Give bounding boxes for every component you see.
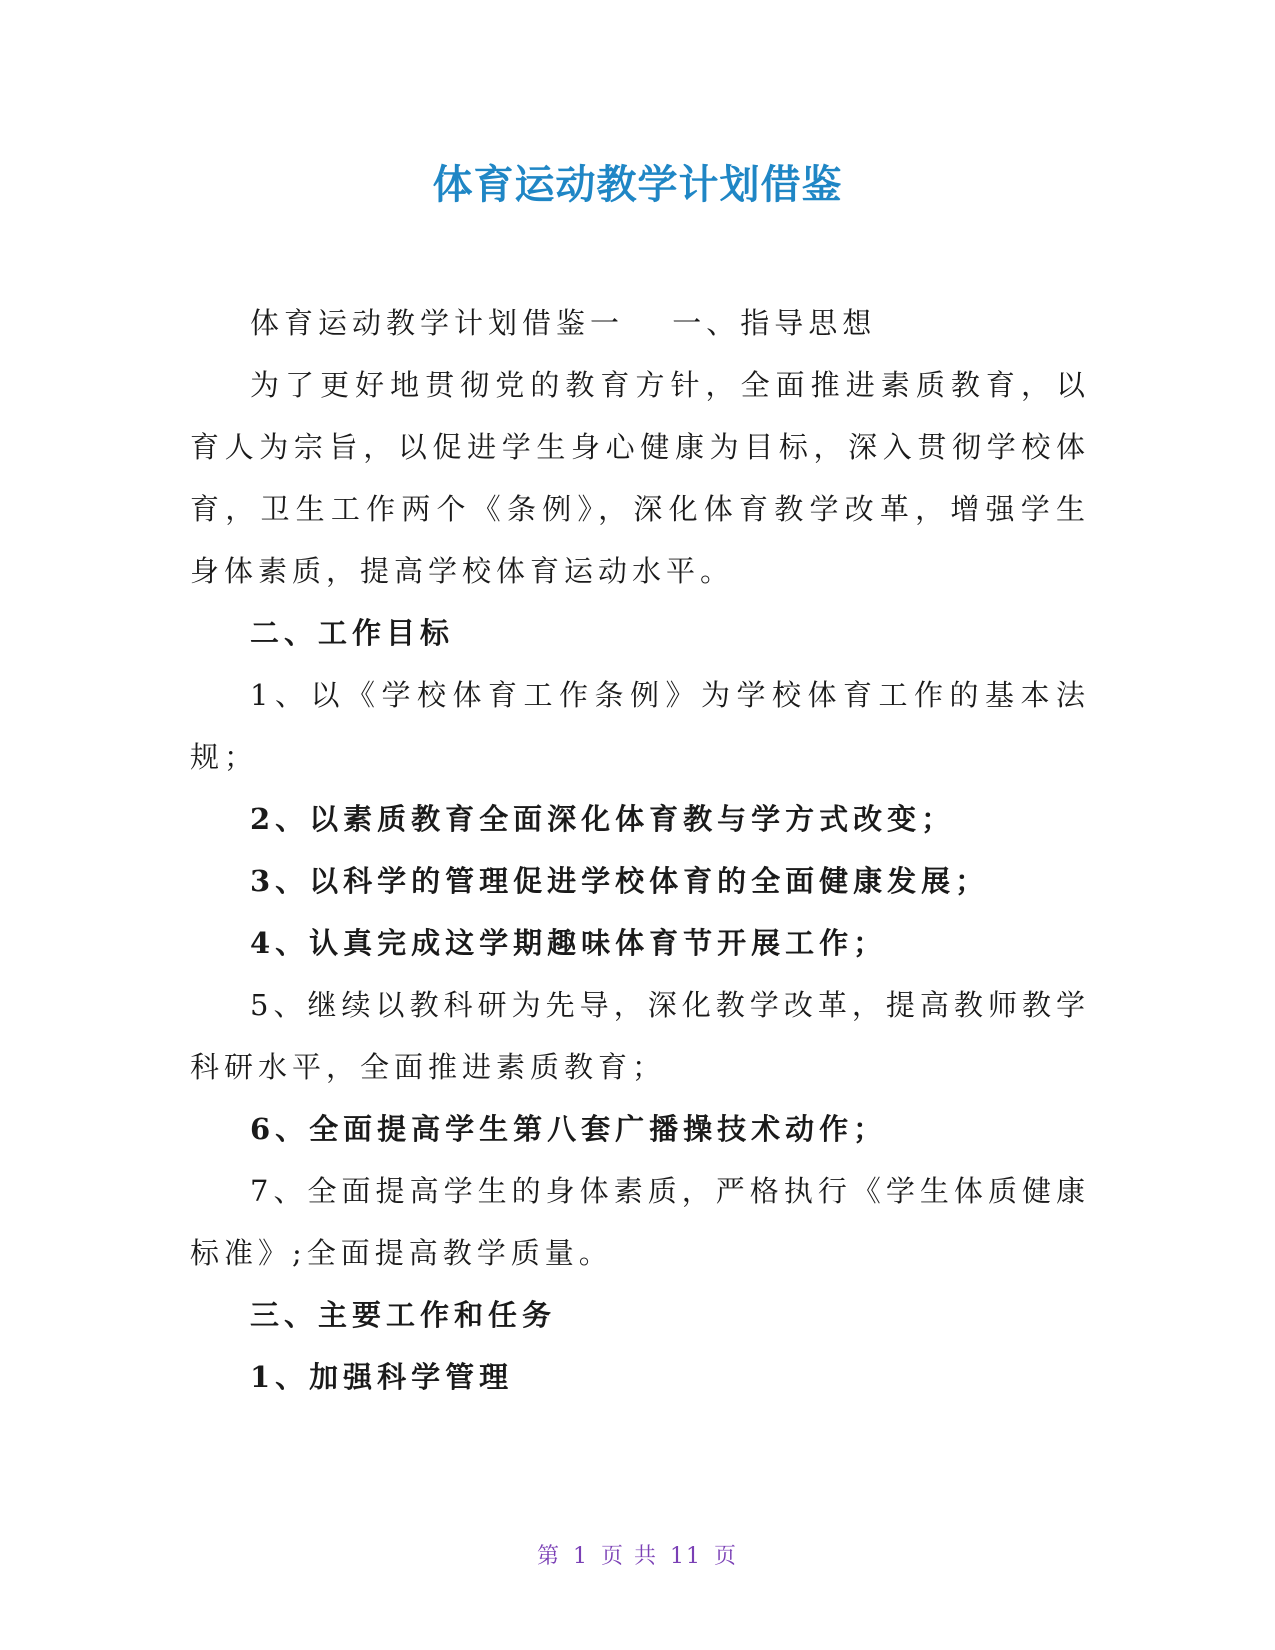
list-item: 7、全面提高学生的身体素质，严格执行《学生体质健康标准》;全面提高教学质量。 — [190, 1174, 1090, 1270]
subsection-heading: 1、加强科学管理 — [250, 1360, 514, 1394]
footer-prefix: 第 — [536, 1544, 561, 1569]
list-item: 4、认真完成这学期趣味体育节开展工作； — [250, 926, 888, 960]
footer-suffix: 页 — [714, 1544, 739, 1569]
list-item: 5、继续以教科研为先导，深化教学改革，提高教师教学科研水平，全面推进素质教育； — [190, 988, 1090, 1084]
section-heading: 三、主要工作和任务 — [250, 1298, 557, 1332]
list-item: 6、全面提高学生第八套广播操技术动作； — [250, 1112, 888, 1146]
current-page-number: 1 — [573, 1544, 589, 1569]
document-title: 体育运动教学计划借鉴 — [432, 162, 843, 208]
page-footer — [0, 1542, 1275, 1572]
list-item: 3、以科学的管理促进学校体育的全面健康发展； — [250, 864, 990, 898]
footer-middle: 页 共 — [601, 1544, 658, 1569]
document-body — [190, 292, 1090, 1408]
total-pages: 11 — [670, 1544, 702, 1569]
list-item: 2、以素质教育全面深化体育教与学方式改变； — [250, 802, 956, 836]
section-heading: 二、工作目标 — [250, 616, 455, 650]
list-item: 1、以《学校体育工作条例》为学校体育工作的基本法规； — [190, 678, 1090, 774]
paragraph: 为了更好地贯彻党的教育方针，全面推进素质教育，以育人为宗旨，以促进学生身心健康为目标，深入贯彻学校体育，卫生工作两个《条例》，深化体育教学改革，增强学生身体素质，提高学校体育运动水平。 — [190, 368, 1090, 588]
paragraph: 体育运动教学计划借鉴一 一、指导思想 — [250, 306, 877, 340]
